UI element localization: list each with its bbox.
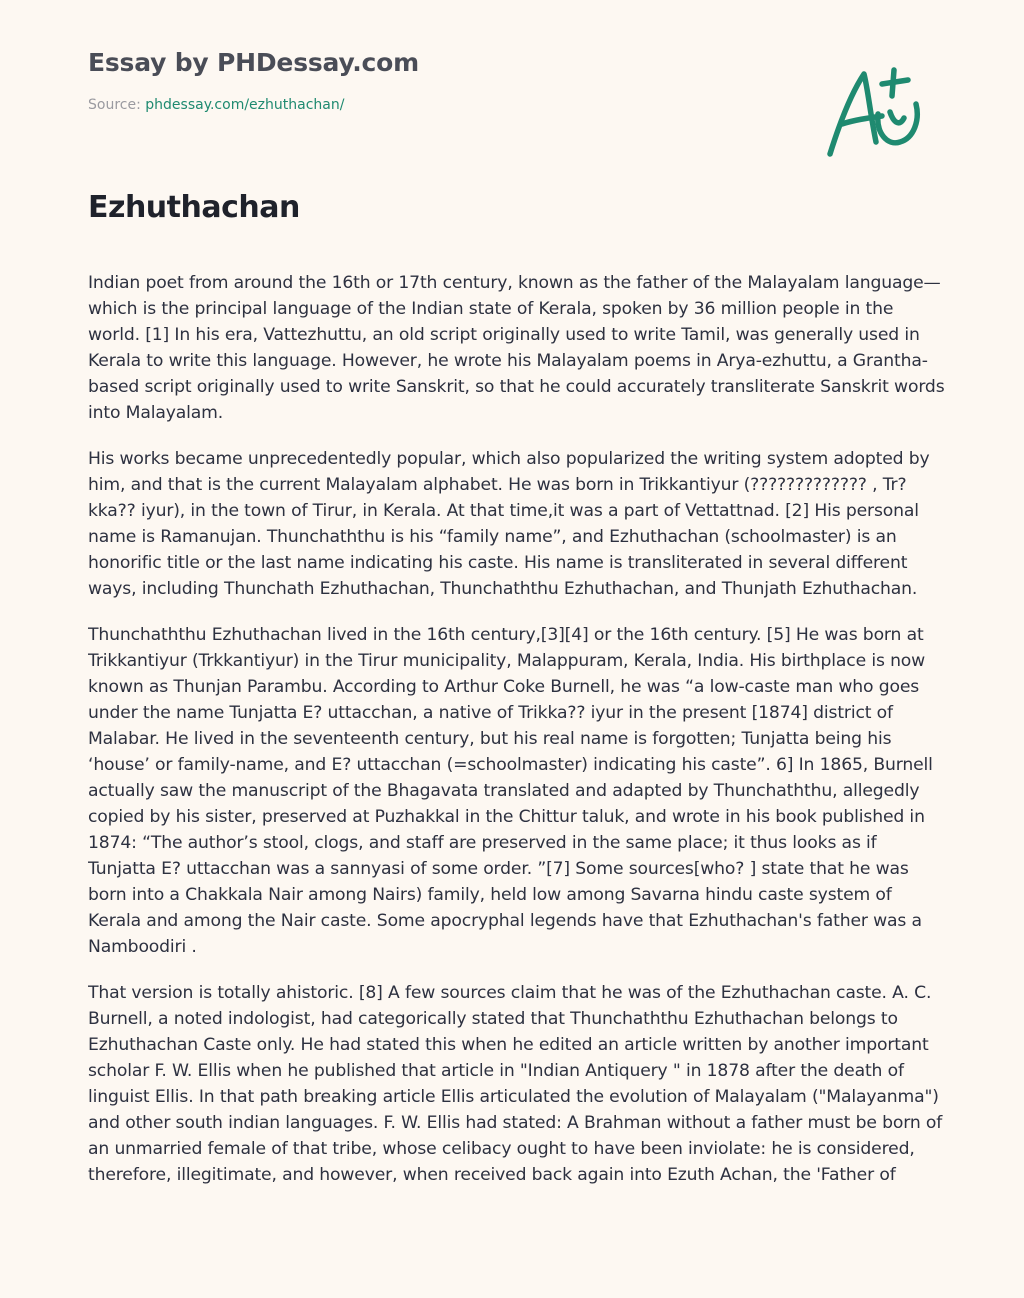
source-label: Source: [88,97,146,113]
essay-body [88,270,948,1252]
essay-paragraph: Thunchaththu Ezhuthachan lived in the 16th century,[3][4] or the 16th century. [5] He was born at Trikkantiyur (Trkkantiyur) in the Tirur municipality, Malappuram, Kerala, India. His birthplace is now known as Thunjan Parambu. According to Arthur Coke Burnell, he was “a low-caste man who goes under the name Tunjatta E? uttacchan, a native of Trikka?? iyur in the present [1874] district of Malabar. He lived in the seventeenth century, but his real name is forgotten; Tunjatta being his ‘house’ or family-name, and E? uttacchan (=schoolmaster) indicating his caste”. 6] In 1865, Burnell actually saw the manuscript of the Bhagavata translated and adapted by Thunchaththu, allegedly copied by his sister, preserved at Puzhakkal in the Chittur taluk, and wrote in his book published in 1874: “The author’s stool, clogs, and staff are preserved in the same place; it thus looks as if Tunjatta E? uttacchan was a sannyasi of some order. ”[7] Some sources[who? ] state that he was born into a Chakkala Nair among Nairs) family, held low among Savarna hindu caste system of Kerala and among the Nair caste. Some apocryphal legends have that Ezhuthachan's father was a Namboodiri . [88,625,933,957]
source-line [88,97,888,113]
essay-paragraph: Indian poet from around the 16th or 17th century, known as the father of the Malayalam language—which is the principal language of the Indian state of Kerala, spoken by 36 million people in the world. [1] In his era, Vattezhuttu, an old script originally used to write Tamil, was generally used in Kerala to write this language. However, he wrote his Malayalam poems in Arya-ezhuttu, a Grantha-based script originally used to write Sanskrit, so that he could accurately transliterate Sanskrit words into Malayalam. [88,273,945,423]
document-title: Ezhuthachan [88,190,300,225]
essay-paragraph: His works became unprecedentedly popular, which also popularized the writing system adopted by him, and that is the current Malayalam alphabet. He was born in Trikkantiyur (????????????? , Tr? kka?? iyur), in the town of Tirur, in Kerala. At that time,it was a part of Vettattnad. [2] His personal name is Ramanujan. Thunchaththu is his “family name”, and Ezhuthachan (schoolmaster) is an honorific title or the last name indicating his caste. His name is transliterated in several different ways, including Thunchath Ezhuthachan, Thunchaththu Ezhuthachan, and Thunjath Ezhuthachan. [88,449,930,599]
a-plus-logo-icon [820,62,930,162]
source-link[interactable]: phdessay.com/ezhuthachan/ [145,97,345,113]
essay-paragraph: That version is totally ahistoric. [8] A few sources claim that he was of the Ezhuthachan caste. A. C. Burnell, a noted indologist, had categorically stated that Thunchaththu Ezhuthachan belongs to Ezhuthachan Caste only. He had stated this when he edited an article written by another important scholar F. W. Ellis when he published that article in "Indian Antiquery " in 1878 after the death of linguist Ellis. In that path breaking article Ellis articulated the evolution of Malayalam ("Malayanma") and other south indian languages. F. W. Ellis had stated: A Brahman without a father must be born of an unmarried female of that tribe, whose celibacy ought to have been inviolate: he is considered, therefore, illegitimate, and however, when received back again into Ezuth Achan, the 'Father of [88,983,943,1185]
page-header [88,48,888,113]
site-title: Essay by PHDessay.com [88,48,419,77]
